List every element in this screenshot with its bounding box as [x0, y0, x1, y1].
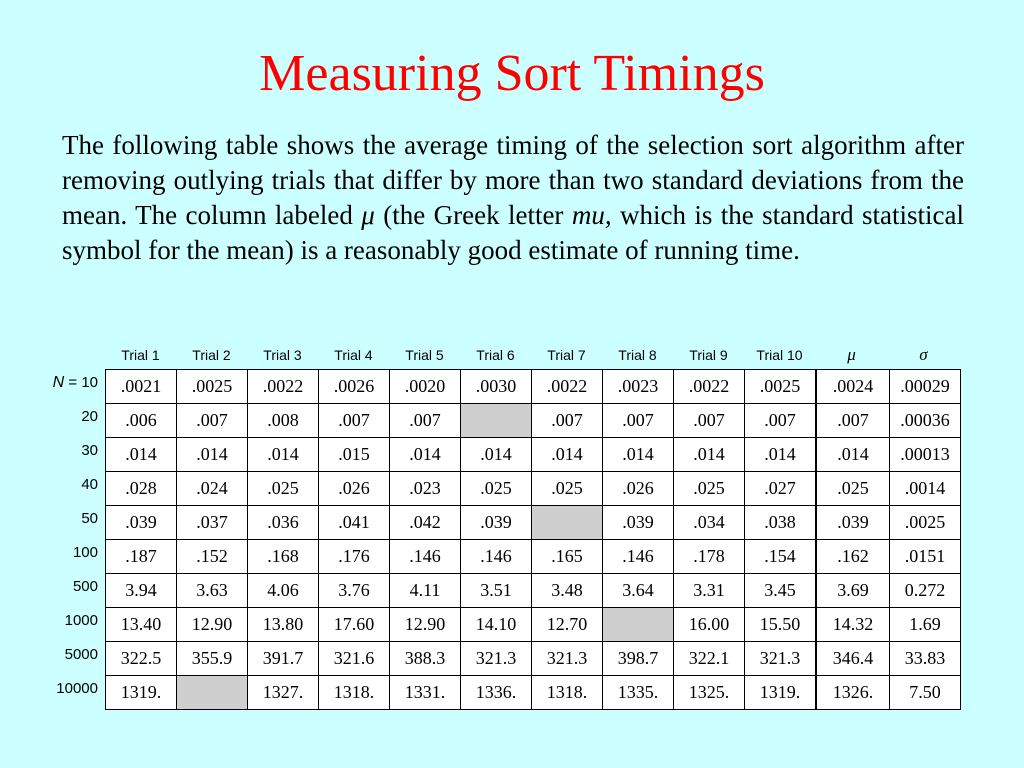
trial-cell: .0022	[248, 370, 319, 404]
trial-cell: 3.76	[319, 574, 390, 608]
trial-cell: 1319.	[106, 676, 177, 710]
stddev-cell: .00036	[890, 404, 961, 438]
col-header-trial-1: Trial 1	[121, 347, 160, 363]
stddev-cell: .0014	[890, 472, 961, 506]
row-label: 50	[81, 510, 98, 527]
col-header-stddev: σ	[919, 345, 928, 364]
trial-cell: 1327.	[248, 676, 319, 710]
missing-cell	[177, 676, 248, 710]
trial-cell: .025	[461, 472, 532, 506]
mean-cell: 346.4	[816, 642, 890, 676]
trial-cell: .0025	[177, 370, 248, 404]
trial-cell: .014	[745, 438, 817, 472]
trial-cell: 388.3	[390, 642, 461, 676]
trial-cell: 12.70	[532, 608, 603, 642]
trial-cell: .176	[319, 540, 390, 574]
col-header-trial-6: Trial 6	[476, 347, 515, 363]
trial-cell: .039	[461, 506, 532, 540]
row-label: 10000	[56, 680, 98, 697]
trial-cell: .146	[603, 540, 674, 574]
trial-cell: .007	[603, 404, 674, 438]
trial-cell: .026	[603, 472, 674, 506]
row-label	[53, 369, 98, 403]
mean-cell: .0024	[816, 370, 890, 404]
mean-cell: .014	[816, 438, 890, 472]
mean-cell: .025	[816, 472, 890, 506]
col-header-trial-9: Trial 9	[689, 347, 728, 363]
trial-cell: 1319.	[745, 676, 817, 710]
trial-cell: .146	[461, 540, 532, 574]
missing-cell	[532, 506, 603, 540]
mean-cell: .162	[816, 540, 890, 574]
slide-title: Measuring Sort Timings	[259, 45, 765, 102]
description-text-2: (the Greek letter	[374, 200, 572, 230]
trial-cell: .178	[674, 540, 745, 574]
mean-cell: .007	[816, 404, 890, 438]
missing-cell	[603, 608, 674, 642]
mean-cell: 14.32	[816, 608, 890, 642]
trial-cell: .025	[248, 472, 319, 506]
trial-cell: .0022	[532, 370, 603, 404]
mean-cell: 1326.	[816, 676, 890, 710]
trial-cell: .024	[177, 472, 248, 506]
trial-cell: 1318.	[319, 676, 390, 710]
col-header-trial-7: Trial 7	[547, 347, 586, 363]
col-header-trial-5: Trial 5	[405, 347, 444, 363]
trial-cell: .0021	[106, 370, 177, 404]
trial-cell: .042	[390, 506, 461, 540]
trial-cell: 3.51	[461, 574, 532, 608]
trial-cell: .039	[106, 506, 177, 540]
trial-cell: 3.48	[532, 574, 603, 608]
n-equals-label: = 10	[64, 374, 98, 391]
trial-cell: .026	[319, 472, 390, 506]
trial-cell: .152	[177, 540, 248, 574]
trial-cell: 1318.	[532, 676, 603, 710]
table-row	[106, 540, 961, 574]
trial-cell: .0025	[745, 370, 817, 404]
trial-cell: .023	[390, 472, 461, 506]
trial-cell: .014	[390, 438, 461, 472]
trial-cell: 322.5	[106, 642, 177, 676]
trial-cell: .007	[674, 404, 745, 438]
trial-cell: .038	[745, 506, 817, 540]
trial-cell: .014	[248, 438, 319, 472]
stddev-cell: 1.69	[890, 608, 961, 642]
table-row	[106, 574, 961, 608]
trial-cell: .014	[674, 438, 745, 472]
trial-cell: .0022	[674, 370, 745, 404]
trial-cell: 13.80	[248, 608, 319, 642]
mean-cell: 3.69	[816, 574, 890, 608]
trial-cell: .014	[461, 438, 532, 472]
missing-cell	[461, 404, 532, 438]
trial-cell: .007	[390, 404, 461, 438]
table-row	[106, 472, 961, 506]
trial-cell: 3.94	[106, 574, 177, 608]
trial-cell: .0023	[603, 370, 674, 404]
trial-cell: .007	[532, 404, 603, 438]
trial-cell: 322.1	[674, 642, 745, 676]
row-label: 500	[72, 578, 98, 595]
trial-cell: .037	[177, 506, 248, 540]
trial-cell: 398.7	[603, 642, 674, 676]
row-label: 100	[72, 544, 98, 561]
trial-cell: 3.45	[745, 574, 817, 608]
trial-cell: 12.90	[177, 608, 248, 642]
trial-cell: .007	[319, 404, 390, 438]
trial-cell: .165	[532, 540, 603, 574]
trial-cell: .0026	[319, 370, 390, 404]
stddev-cell: .0025	[890, 506, 961, 540]
col-header-trial-2: Trial 2	[192, 347, 231, 363]
trial-cell: .146	[390, 540, 461, 574]
trial-cell: 4.06	[248, 574, 319, 608]
table-row	[106, 676, 961, 710]
trial-cell: .014	[106, 438, 177, 472]
table-row	[106, 642, 961, 676]
col-header-mean: μ	[847, 345, 856, 364]
stddev-cell: .00029	[890, 370, 961, 404]
description-text-1: The following table shows the average timing of the selection sort algorithm after removing outlying trials that differ by more than two standard deviations from the mean. The column labeled	[62, 130, 964, 230]
trial-cell: .028	[106, 472, 177, 506]
trial-cell: 17.60	[319, 608, 390, 642]
trial-cell: 15.50	[745, 608, 817, 642]
trial-cell: .025	[532, 472, 603, 506]
trial-cell: .006	[106, 404, 177, 438]
stddev-cell: .0151	[890, 540, 961, 574]
table-row	[106, 506, 961, 540]
trial-cell: .187	[106, 540, 177, 574]
description-text-3: which is the standard statistical symbol for the mean) is a reasonably good estimate of running time.	[62, 200, 965, 265]
description-paragraph	[62, 128, 964, 268]
trial-cell: .008	[248, 404, 319, 438]
stddev-cell: .00013	[890, 438, 961, 472]
trial-cell: .015	[319, 438, 390, 472]
table-row	[106, 438, 961, 472]
trial-cell: 391.7	[248, 642, 319, 676]
trial-cell: 1335.	[603, 676, 674, 710]
trial-cell: .014	[177, 438, 248, 472]
trial-cell: 1331.	[390, 676, 461, 710]
stddev-cell: 7.50	[890, 676, 961, 710]
trial-cell: .025	[674, 472, 745, 506]
trial-cell: .014	[603, 438, 674, 472]
trial-cell: 321.6	[319, 642, 390, 676]
trial-cell: 14.10	[461, 608, 532, 642]
trial-cell: 321.3	[745, 642, 817, 676]
trial-cell: 355.9	[177, 642, 248, 676]
trial-cell: .014	[532, 438, 603, 472]
trial-cell: 321.3	[461, 642, 532, 676]
trial-cell: .039	[603, 506, 674, 540]
timing-table	[105, 369, 961, 710]
col-header-trial-8: Trial 8	[618, 347, 657, 363]
col-header-trial-3: Trial 3	[263, 347, 302, 363]
trial-cell: 3.31	[674, 574, 745, 608]
mu-word: mu,	[571, 200, 612, 230]
mean-cell: .039	[816, 506, 890, 540]
trial-cell: 13.40	[106, 608, 177, 642]
trial-cell: .036	[248, 506, 319, 540]
trial-cell: 3.64	[603, 574, 674, 608]
row-label: 5000	[64, 646, 98, 663]
trial-cell: 4.11	[390, 574, 461, 608]
table-row	[106, 608, 961, 642]
row-label: 30	[81, 442, 98, 459]
trial-cell: 12.90	[390, 608, 461, 642]
table-header-row	[0, 345, 1024, 365]
trial-cell: .168	[248, 540, 319, 574]
trial-cell: 1325.	[674, 676, 745, 710]
trial-cell: .007	[745, 404, 817, 438]
col-header-trial-10: Trial 10	[756, 347, 803, 363]
trial-cell: .0020	[390, 370, 461, 404]
row-label: 40	[81, 476, 98, 493]
trial-cell: .0030	[461, 370, 532, 404]
trial-cell: .027	[745, 472, 817, 506]
n-variable: N	[52, 374, 65, 391]
trial-cell: .041	[319, 506, 390, 540]
col-header-trial-4: Trial 4	[334, 347, 373, 363]
table-row	[106, 404, 961, 438]
trial-cell: .154	[745, 540, 817, 574]
stddev-cell: 0.272	[890, 574, 961, 608]
table-row	[106, 370, 961, 404]
trial-cell: 16.00	[674, 608, 745, 642]
trial-cell: 3.63	[177, 574, 248, 608]
trial-cell: 1336.	[461, 676, 532, 710]
mu-symbol: μ	[361, 200, 375, 230]
row-label: 20	[81, 408, 98, 425]
trial-cell: .007	[177, 404, 248, 438]
stddev-cell: 33.83	[890, 642, 961, 676]
trial-cell: 321.3	[532, 642, 603, 676]
row-label: 1000	[64, 612, 98, 629]
trial-cell: .034	[674, 506, 745, 540]
